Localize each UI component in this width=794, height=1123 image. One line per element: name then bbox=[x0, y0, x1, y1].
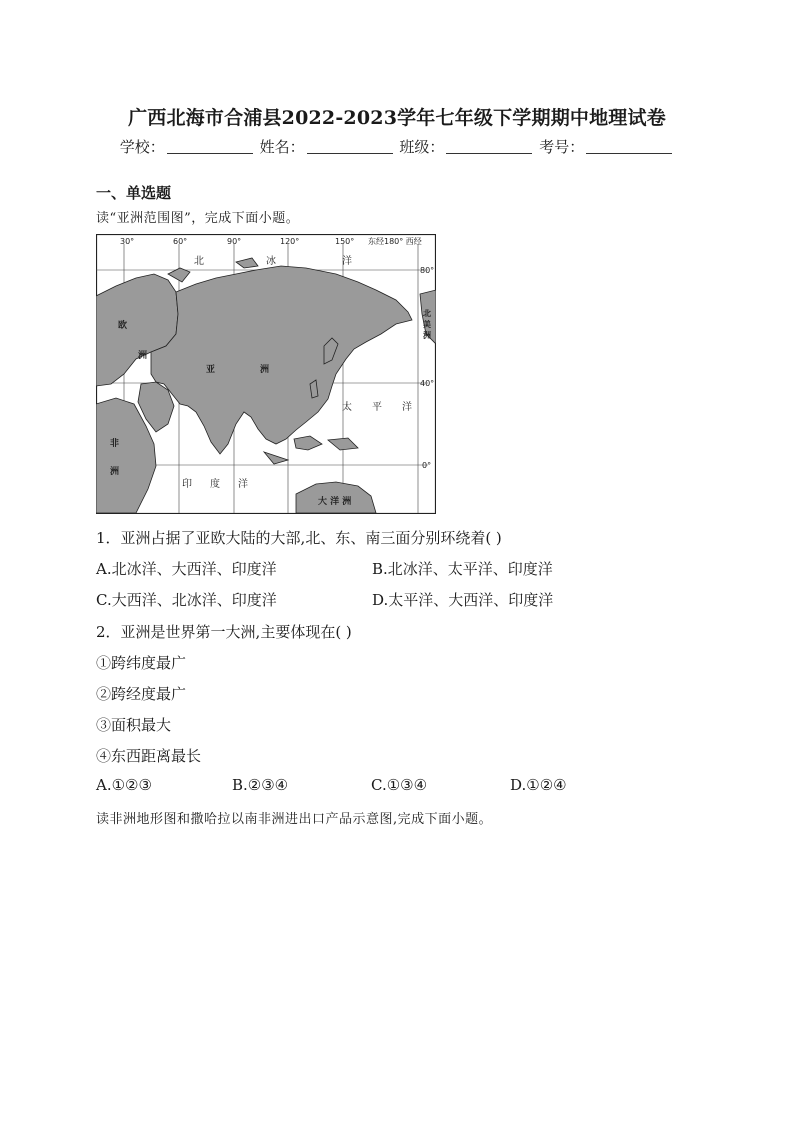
asia-label-2: 洲 bbox=[260, 365, 270, 375]
pacific-label-2: 平 bbox=[372, 402, 382, 413]
q2-option-c[interactable]: C.①③④ bbox=[371, 776, 428, 794]
indian-label-3: 洋 bbox=[238, 479, 248, 490]
number-blank[interactable] bbox=[586, 139, 672, 154]
name-blank[interactable] bbox=[307, 139, 393, 154]
q2-statement-4: ④东西距离最长 bbox=[96, 747, 202, 765]
lon-label-120: 120° bbox=[280, 237, 300, 246]
q2-option-d[interactable]: D.①②④ bbox=[510, 776, 567, 794]
q2-statement-3: ③面积最大 bbox=[96, 716, 172, 734]
indian-label-2: 度 bbox=[210, 479, 220, 490]
lat-label-80: 80° bbox=[420, 266, 435, 275]
q2-statement-2: ②跨经度最广 bbox=[96, 685, 187, 703]
school-label: 学校： bbox=[119, 138, 165, 156]
arctic-label-3: 洋 bbox=[342, 256, 352, 267]
lon-label-60: 60° bbox=[173, 237, 188, 246]
europe-label-2: 洲 bbox=[138, 351, 148, 361]
africa-label-1: 非 bbox=[110, 439, 120, 449]
q2-option-a[interactable]: A.①②③ bbox=[96, 776, 152, 794]
intro-text-1: 读“亚洲范围图”，完成下面小题。 bbox=[96, 211, 300, 226]
class-label: 班级： bbox=[399, 138, 445, 156]
oceania-label: 大 洋 洲 bbox=[318, 497, 352, 507]
arctic-label-2: 冰 bbox=[266, 256, 276, 267]
q2-option-b[interactable]: B.②③④ bbox=[232, 776, 289, 794]
number-label: 考号： bbox=[539, 138, 585, 156]
page-title: 广西北海市合浦县2022-2023学年七年级下学期期中地理试卷 bbox=[128, 107, 666, 129]
class-blank[interactable] bbox=[446, 139, 532, 154]
asia-label-1: 亚 bbox=[206, 365, 216, 375]
intro-text-2: 读非洲地形图和撒哈拉以南非洲进出口产品示意图,完成下面小题。 bbox=[96, 812, 493, 827]
arctic-label-1: 北 bbox=[194, 256, 204, 267]
q2-statement-1: ①跨纬度最广 bbox=[96, 654, 187, 672]
student-info-line bbox=[0, 136, 794, 157]
question-1-stem: 1．亚洲占据了亚欧大陆的大部,北、东、南三面分别环绕着( ) bbox=[96, 529, 502, 547]
pacific-label-1: 太 bbox=[342, 402, 352, 413]
lon-label-180: 东经180° 西经 bbox=[368, 237, 422, 246]
section-heading: 一、单选题 bbox=[96, 184, 172, 202]
pacific-label-3: 洋 bbox=[402, 402, 412, 413]
africa-label-2: 洲 bbox=[110, 467, 120, 477]
q1-option-a[interactable]: A.北冰洋、大西洋、印度洋 bbox=[96, 560, 277, 578]
namerica-label-2: 美 bbox=[423, 320, 431, 329]
q1-option-c[interactable]: C.大西洋、北冰洋、印度洋 bbox=[96, 591, 277, 609]
school-blank[interactable] bbox=[167, 139, 253, 154]
question-2-stem: 2．亚洲是世界第一大洲,主要体现在( ) bbox=[96, 623, 352, 641]
namerica-label-1: 北 bbox=[423, 309, 431, 318]
lon-label-90: 90° bbox=[227, 237, 242, 246]
europe-label-1: 欧 bbox=[118, 321, 128, 331]
lon-label-30: 30° bbox=[120, 237, 135, 246]
indian-label-1: 印 bbox=[182, 479, 192, 490]
lat-label-40: 40° bbox=[420, 379, 435, 388]
asia-range-map bbox=[96, 234, 436, 514]
lat-label-0: 0° bbox=[422, 461, 432, 470]
name-label: 姓名： bbox=[259, 138, 305, 156]
q1-option-d[interactable]: D.太平洋、大西洋、印度洋 bbox=[372, 591, 554, 609]
q1-option-b[interactable]: B.北冰洋、太平洋、印度洋 bbox=[372, 560, 553, 578]
namerica-label-3: 洲 bbox=[423, 331, 431, 340]
lon-label-150: 150° bbox=[335, 237, 355, 246]
